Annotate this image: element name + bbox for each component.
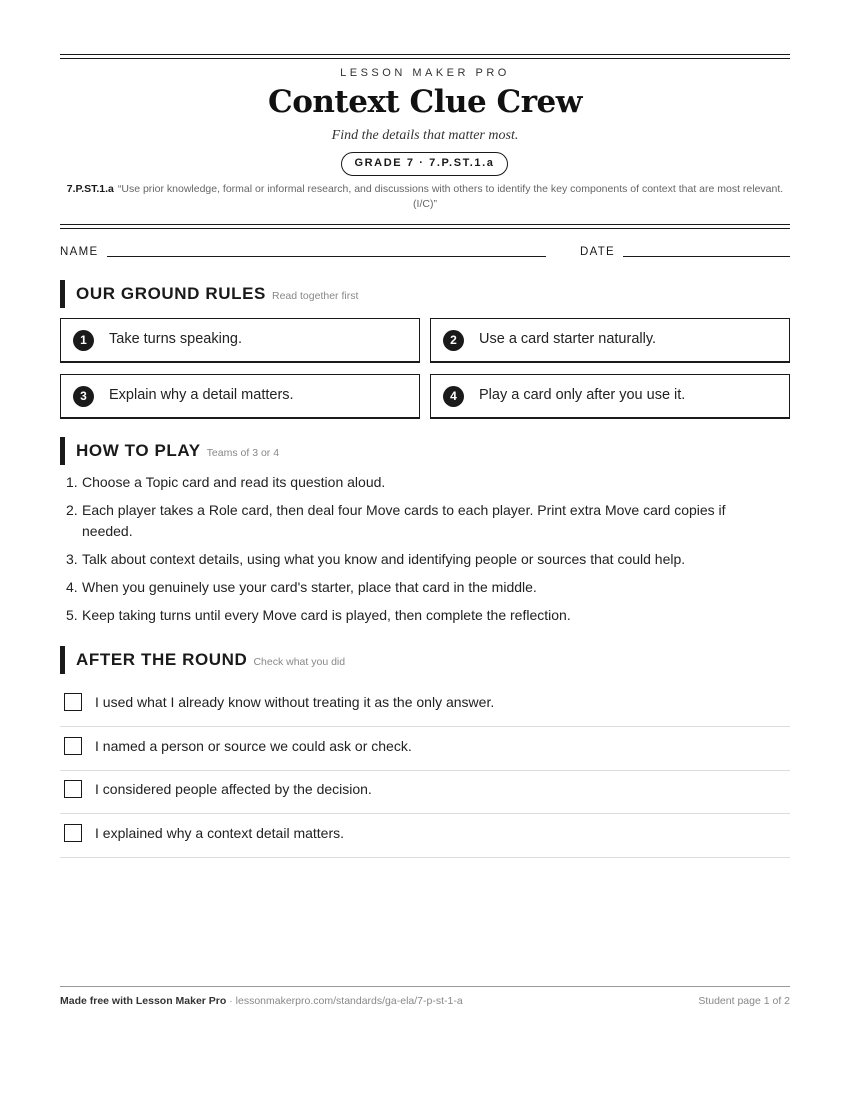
section-heading bbox=[76, 650, 345, 670]
footer-made-with: Made free with Lesson Maker Pro bbox=[60, 995, 227, 1007]
step-text: Keep taking turns until every Move card is played, then complete the reflection. bbox=[82, 607, 571, 623]
date-label: DATE bbox=[580, 246, 616, 258]
grade-badge: GRADE 7 · 7.P.ST.1.a bbox=[341, 152, 508, 176]
footer-page-number: Student page 1 of 2 bbox=[698, 995, 790, 1007]
footer-separator: · bbox=[226, 995, 236, 1007]
header-bottom-double-rule bbox=[60, 224, 790, 229]
step-number: 2. bbox=[66, 502, 78, 518]
section-accent-bar bbox=[60, 646, 65, 674]
standard-description bbox=[60, 182, 790, 212]
rule-number-badge: 4 bbox=[443, 386, 464, 407]
after-round-hint: Check what you did bbox=[253, 656, 346, 668]
page-title: Context Clue Crew bbox=[268, 84, 582, 120]
standard-text: “Use prior knowledge, formal or informal research, and discussions with others to identify the key components of context that are most relevant. (I/C)” bbox=[117, 183, 784, 210]
step-text: Choose a Topic card and read its question aloud. bbox=[82, 474, 386, 490]
section-accent-bar bbox=[60, 437, 65, 465]
ground-rules-hint: Read together first bbox=[272, 290, 359, 302]
checklist-text: I explained why a context detail matters. bbox=[95, 825, 345, 841]
step-item bbox=[66, 577, 778, 598]
checklist-item bbox=[60, 769, 790, 814]
step-number: 4. bbox=[66, 579, 78, 595]
name-label: NAME bbox=[60, 246, 99, 258]
how-to-play-hint: Teams of 3 or 4 bbox=[206, 447, 280, 459]
rule-text: Explain why a detail matters. bbox=[109, 387, 294, 403]
section-heading bbox=[76, 441, 279, 461]
brand-name: LESSON MAKER PRO bbox=[340, 67, 510, 79]
step-number: 3. bbox=[66, 551, 78, 567]
ground-rule-card bbox=[60, 318, 420, 363]
date-field-line[interactable] bbox=[623, 256, 790, 257]
rule-text: Use a card starter naturally. bbox=[479, 331, 657, 347]
top-double-rule bbox=[60, 54, 790, 59]
checklist-item bbox=[60, 726, 790, 771]
checklist-text: I named a person or source we could ask or check. bbox=[95, 738, 412, 754]
step-number: 1. bbox=[66, 474, 78, 490]
rule-number-badge: 3 bbox=[73, 386, 94, 407]
section-heading bbox=[76, 284, 358, 304]
checkbox[interactable] bbox=[64, 824, 82, 842]
page-subtitle: Find the details that matter most. bbox=[331, 128, 519, 143]
footer-credit bbox=[60, 995, 463, 1007]
how-to-play-steps bbox=[66, 472, 778, 633]
ground-rule-card bbox=[430, 374, 790, 419]
step-item bbox=[66, 500, 778, 542]
rule-number-badge: 1 bbox=[73, 330, 94, 351]
rule-text: Take turns speaking. bbox=[109, 331, 242, 347]
ground-rule-card bbox=[430, 318, 790, 363]
footer-url[interactable]: lessonmakerpro.com/standards/ga-ela/7-p-st-1-a bbox=[235, 995, 463, 1007]
step-item bbox=[66, 472, 778, 493]
ground-rule-card bbox=[60, 374, 420, 419]
checklist-text: I considered people affected by the decision. bbox=[95, 781, 372, 797]
rule-text: Play a card only after you use it. bbox=[479, 387, 686, 403]
step-text: Each player takes a Role card, then deal four Move cards to each player. Print extra Move card copies if needed. bbox=[82, 502, 726, 539]
ground-rules-heading: OUR GROUND RULES bbox=[76, 284, 266, 303]
step-number: 5. bbox=[66, 607, 78, 623]
name-field-line[interactable] bbox=[107, 256, 546, 257]
checkbox[interactable] bbox=[64, 693, 82, 711]
how-to-play-heading: HOW TO PLAY bbox=[76, 441, 201, 460]
after-round-heading: AFTER THE ROUND bbox=[76, 650, 248, 669]
checklist-item bbox=[60, 813, 790, 858]
section-accent-bar bbox=[60, 280, 65, 308]
standard-code: 7.P.ST.1.a bbox=[66, 183, 114, 195]
step-item bbox=[66, 605, 778, 626]
checklist-item bbox=[60, 682, 790, 727]
checklist-text: I used what I already know without treating it as the only answer. bbox=[95, 694, 495, 710]
step-text: Talk about context details, using what you know and identifying people or sources that could help. bbox=[82, 551, 686, 567]
checkbox[interactable] bbox=[64, 737, 82, 755]
footer-rule bbox=[60, 986, 790, 987]
checkbox[interactable] bbox=[64, 780, 82, 798]
rule-number-badge: 2 bbox=[443, 330, 464, 351]
step-item bbox=[66, 549, 778, 570]
step-text: When you genuinely use your card's starter, place that card in the middle. bbox=[82, 579, 537, 595]
